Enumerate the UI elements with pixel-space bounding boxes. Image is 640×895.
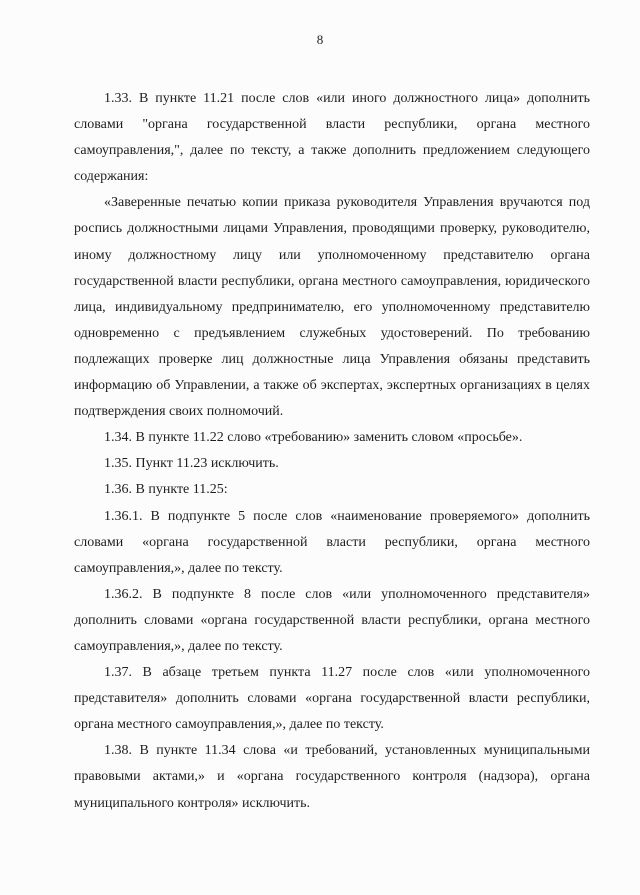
paragraph-1-38: 1.38. В пункте 11.34 слова «и требований, установленных муниципальными правовыми актами,» и «органа государственного контроля (надзора), органа муниципального контроля» исключить. — [74, 743, 590, 811]
paragraph-1-36: 1.36. В пункте 11.25: — [104, 482, 228, 498]
paragraph-1-36-2: 1.36.2. В подпункте 8 после слов «или уполномоченного представителя» дополнить словами «органа государственной власти республики, органа местного самоуправления,», далее по тексту. — [74, 586, 590, 654]
document-body — [74, 86, 590, 817]
page-number: 8 — [316, 32, 324, 47]
paragraph-1-33: 1.33. В пункте 11.21 после слов «или иного должностного лица» дополнить словами "органа государственной власти республики, органа местного самоуправления,", далее по тексту, а также дополнить предложением следующего содержания: — [74, 91, 590, 185]
paragraph-1-35: 1.35. Пункт 11.23 исключить. — [104, 456, 279, 472]
paragraph-quote: «Заверенные печатью копии приказа руководителя Управления вручаются под роспись должностными лицами Управления, проводящими проверку, руководителю, иному должностному лицу или уполномоченному представителю органа государственной власти республики, органа местного самоуправления, юридического лица, индивидуальному предпринимателю, его уполномоченному представителю одновременно с предъявлением служебных удостоверений. По требованию подлежащих проверке лиц должностные лица Управления обязаны представить информацию об Управлении, а также об экспертах, экспертных организациях в целях подтверждения своих полномочий. — [74, 195, 590, 420]
paragraph-1-36-1: 1.36.1. В подпункте 5 после слов «наименование проверяемого» дополнить словами «органа государственной власти республики, органа местного самоуправления,», далее по тексту. — [74, 508, 590, 576]
paragraph-1-37: 1.37. В абзаце третьем пункта 11.27 после слов «или уполномоченного представителя» дополнить словами «органа государственной власти республики, органа местного самоуправления,», далее по тексту. — [74, 665, 590, 733]
paragraph-1-34: 1.34. В пункте 11.22 слово «требованию» заменить словом «просьбе». — [104, 430, 523, 446]
